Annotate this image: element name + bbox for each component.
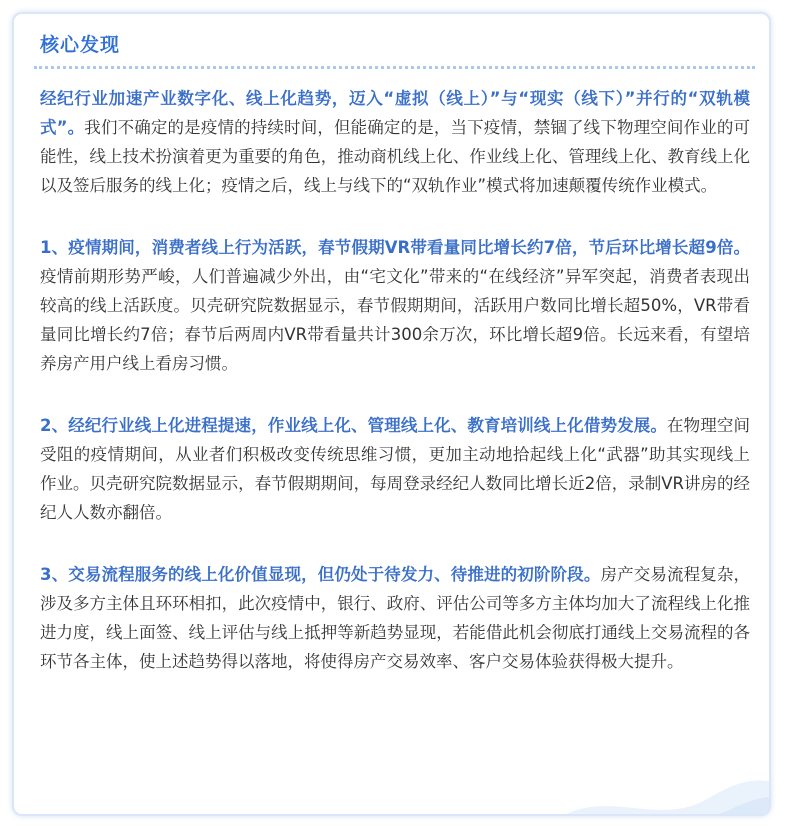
paragraph-finding-1	[40, 233, 750, 378]
paragraph-body: 疫情前期形势严峻，人们普遍减少外出，由“宅文化”带来的“在线经济”异军突起，消费者表现出较高的线上活跃度。贝壳研究院数据显示，春节假期期间，活跃用户数同比增长超50%，VR带看量同比增长约7倍；春节后两周内VR带看量共计300余万次，环比增长超9倍。长远来看，有望培养房产用户线上看房习惯。	[40, 267, 750, 373]
paragraph-finding-3	[40, 560, 750, 676]
paragraph-intro	[40, 84, 750, 200]
paragraph-body: 在物理空间受阻的疫情期间，从业者们积极改变传统思维习惯，更加主动地拾起线上化“武器”助其实现线上作业。贝壳研究院数据显示，春节假期期间，每周登录经纪人数同比增长近2倍，录制VR讲房的经纪人人数亦翻倍。	[40, 416, 751, 522]
paragraph-lead: 3、交易流程服务的线上化价值显现，但仍处于待发力、待推进的初阶阶段。	[40, 565, 601, 584]
paragraph-lead: 经纪行业加速产业数字化、线上化趋势，迈入“虚拟（线上）”与“现实（线下）”并行的“双轨模式”。	[40, 89, 750, 137]
findings-content	[40, 84, 750, 709]
paragraph-lead: 1、疫情期间，消费者线上行为活跃，春节假期VR带看量同比增长约7倍，节后环比增长超9倍。	[40, 238, 750, 257]
decorative-wave	[559, 758, 771, 816]
paragraph-body: 房产交易流程复杂，涉及多方主体且环环相扣，此次疫情中，银行、政府、评估公司等多方主体均加大了流程线上化推进力度，线上面签、线上评估与线上抵押等新趋势显现，若能借此机会彻底打通线上交易流程的各环节各主体，使上述趋势得以落地，将使得房产交易效率、客户交易体验获得极大提升。	[40, 565, 751, 671]
paragraph-lead: 2、经纪行业线上化进程提速，作业线上化、管理线上化、教育培训线上化借势发展。	[40, 416, 667, 435]
dotted-divider	[34, 66, 755, 69]
card-title: 核心发现	[40, 34, 121, 56]
findings-card	[12, 12, 771, 816]
paragraph-finding-2	[40, 411, 750, 527]
paragraph-body: 我们不确定的是疫情的持续时间，但能确定的是，当下疫情，禁锢了线下物理空间作业的可能性，线上技术扮演着更为重要的角色，推动商机线上化、作业线上化、管理线上化、教育线上化以及签后服务的线上化；疫情之后，线上与线下的“双轨作业”模式将加速颠覆传统作业模式。	[40, 118, 750, 195]
